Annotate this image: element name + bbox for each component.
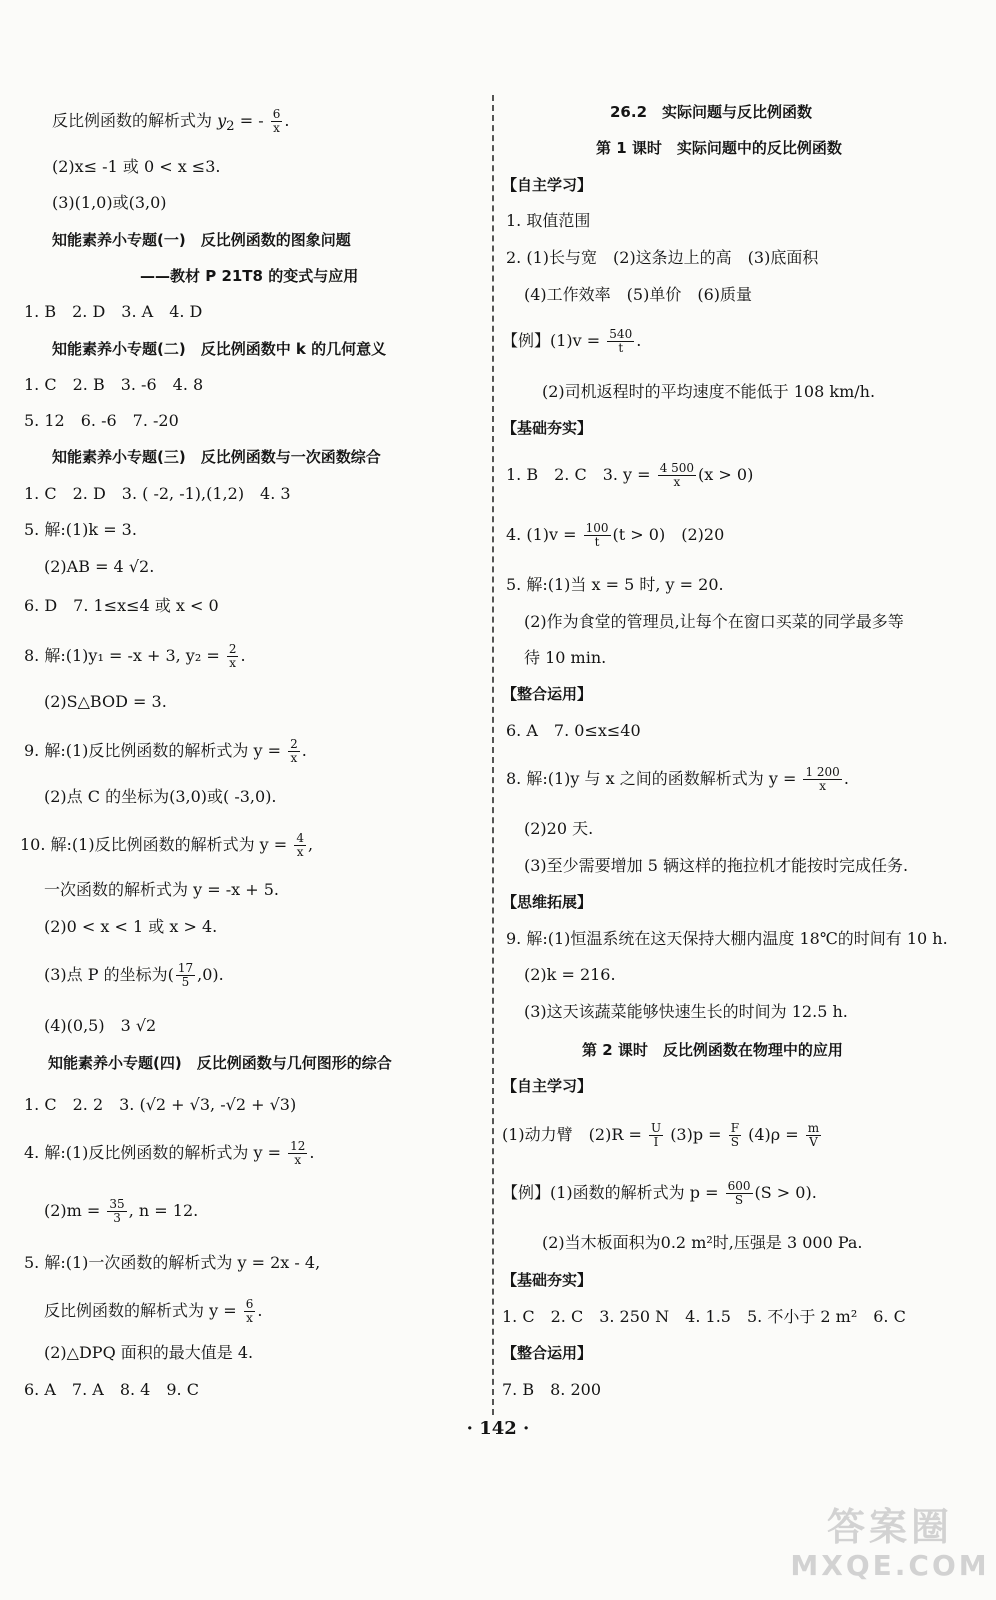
answer-line: 反比例函数的解析式为 $y_2$ = - $\frac{6}{x}$ . bbox=[52, 107, 290, 135]
section-heading: 知能素养小专题(三) 反比例函数与一次函数综合 bbox=[52, 448, 381, 466]
answer-line: (2)当木板面积为0.2 m²时,压强是 3 000 Pa. bbox=[542, 1233, 863, 1252]
answer-line: (2)k = 216. bbox=[524, 965, 616, 984]
answer-line: 【例】(1)函数的解析式为 p = $\frac{600}{S}$ (S > 0). bbox=[502, 1179, 817, 1207]
lesson-title: 第 1 课时 实际问题中的反比例函数 bbox=[596, 139, 842, 157]
answer-line: 5. 解:(1)k = 3. bbox=[24, 520, 137, 539]
fraction: $\frac{2}{x}$ bbox=[228, 642, 237, 670]
section-label: 【基础夯实】 bbox=[502, 419, 593, 437]
answer-line: (3)至少需要增加 5 辆这样的拖拉机才能按时完成任务. bbox=[524, 856, 909, 875]
answer-line: 一次函数的解析式为 y = -x + 5. bbox=[44, 880, 279, 899]
answer-line: 1. B 2. C 3. y = $\frac{4 500}{x}$ (x > 0) bbox=[506, 461, 754, 489]
answer-line: (2)x≤ -1 或 0 < x ≤3. bbox=[52, 157, 221, 176]
answer-line: (2)20 天. bbox=[524, 819, 594, 838]
section-label: 【整合运用】 bbox=[502, 1344, 593, 1362]
answer-line: 反比例函数的解析式为 y = $\frac{6}{x}$ . bbox=[44, 1297, 263, 1325]
answer-line: 8. 解:(1)y 与 x 之间的函数解析式为 y = $\frac{1 200}{x}$ . bbox=[506, 765, 849, 793]
answer-line: (3)(1,0)或(3,0) bbox=[52, 193, 167, 212]
section-heading: 知能素养小专题(二) 反比例函数中 k 的几何意义 bbox=[52, 340, 387, 358]
fraction: $\frac{2}{x}$ bbox=[290, 737, 298, 765]
answer-line: 1. C 2. D 3. ( -2, -1),(1,2) 4. 3 bbox=[24, 484, 291, 503]
answer-line: (3)这天该蔬菜能够快速生长的时间为 12.5 h. bbox=[524, 1002, 848, 1021]
answer-line: (2)0 < x < 1 或 x > 4. bbox=[44, 917, 218, 936]
fraction: $\frac{100}{t}$ bbox=[585, 521, 609, 549]
section-label: 【自主学习】 bbox=[502, 176, 593, 194]
fraction: $\frac{4}{x}$ bbox=[296, 831, 304, 859]
fraction: $\frac{4 500}{x}$ bbox=[659, 461, 695, 489]
answer-line: 4. (1)v = $\frac{100}{t}$ (t > 0) (2)20 bbox=[506, 521, 725, 549]
watermark-logo bbox=[790, 1505, 990, 1595]
section-label: 【自主学习】 bbox=[502, 1077, 593, 1095]
fraction: $\frac{6}{x}$ bbox=[245, 1297, 254, 1325]
answer-line: 5. 12 6. -6 7. -20 bbox=[24, 411, 179, 430]
answer-line: 1. C 2. B 3. -6 4. 8 bbox=[24, 375, 204, 394]
answer-line: 1. B 2. D 3. A 4. D bbox=[24, 302, 203, 321]
fraction: $\frac{F}{S}$ bbox=[730, 1121, 740, 1149]
lesson-title: 第 2 课时 反比例函数在物理中的应用 bbox=[582, 1041, 843, 1059]
answer-line: 6. D 7. 1≤x≤4 或 x < 0 bbox=[24, 596, 219, 615]
answer-line: 7. B 8. 200 bbox=[502, 1380, 602, 1399]
fraction: $\frac{m}{V}$ bbox=[807, 1121, 820, 1149]
answer-line: (2)作为食堂的管理员,让每个在窗口买菜的同学最多等 bbox=[524, 612, 904, 631]
fraction: $\frac{540}{t}$ bbox=[609, 327, 633, 355]
answer-line: (2)m = $\frac{35}{3}$ , n = 12. bbox=[44, 1197, 199, 1225]
answer-line: 6. A 7. A 8. 4 9. C bbox=[24, 1380, 199, 1399]
watermark-url: MXQE.COM bbox=[790, 1549, 990, 1582]
answer-line: 2. (1)长与宽 (2)这条边上的高 (3)底面积 bbox=[506, 248, 819, 267]
answer-line: 1. C 2. 2 3. (√2 + √3, -√2 + √3) bbox=[24, 1095, 297, 1114]
fraction: $\frac{U}{I}$ bbox=[650, 1121, 662, 1149]
answer-line: 10. 解:(1)反比例函数的解析式为 y = $\frac{4}{x}$ , bbox=[20, 831, 314, 859]
answer-line: 待 10 min. bbox=[524, 648, 607, 667]
section-subheading: ——教材 P 21T8 的变式与应用 bbox=[140, 267, 359, 285]
fraction: $\frac{35}{3}$ bbox=[109, 1197, 125, 1225]
answer-line: 9. 解:(1)恒温系统在这天保持大棚内温度 18℃的时间有 10 h. bbox=[506, 929, 948, 948]
fraction: $\frac{600}{S}$ bbox=[727, 1179, 751, 1207]
answer-line: (2)司机返程时的平均速度不能低于 108 km/h. bbox=[542, 382, 876, 401]
watermark-text: 答案圈 bbox=[826, 1505, 953, 1549]
answer-line: 5. 解:(1)当 x = 5 时, y = 20. bbox=[506, 575, 724, 594]
page-number: · 142 · bbox=[466, 1418, 530, 1439]
answer-line: 1. 取值范围 bbox=[506, 211, 591, 230]
answer-line: 8. 解:(1)y₁ = -x + 3, y₂ = $\frac{2}{x}$ . bbox=[24, 642, 246, 670]
answer-line: (2)AB = 4 √2. bbox=[44, 557, 155, 576]
answer-line: (2)S△BOD = 3. bbox=[44, 692, 167, 711]
answer-line: (4)(0,5) 3 √2 bbox=[44, 1016, 157, 1035]
fraction: $\frac{17}{5}$ bbox=[177, 961, 194, 989]
answer-line: 1. C 2. C 3. 250 N 4. 1.5 5. 不小于 2 m² 6. C bbox=[502, 1307, 906, 1326]
answer-line: 9. 解:(1)反比例函数的解析式为 y = $\frac{2}{x}$ . bbox=[24, 737, 307, 765]
answer-line: (2)△DPQ 面积的最大值是 4. bbox=[44, 1343, 254, 1362]
fraction: $\frac{1 200}{x}$ bbox=[805, 765, 840, 793]
answer-line: 【例】(1)v = $\frac{540}{t}$ . bbox=[502, 327, 642, 355]
fraction: $\frac{6}{x}$ bbox=[272, 107, 281, 135]
section-label: 【思维拓展】 bbox=[502, 893, 593, 911]
answer-line: (3)点 P 的坐标为( $\frac{17}{5}$ ,0). bbox=[44, 961, 224, 989]
answer-line: (4)工作效率 (5)单价 (6)质量 bbox=[524, 285, 752, 304]
answer-line: (1)动力臂 (2)R = $\frac{U}{I}$ (3)p = $\frac{F}{S}$ (4)ρ = $\frac{m}{V}$ bbox=[502, 1121, 820, 1149]
section-title: 26.2 实际问题与反比例函数 bbox=[610, 103, 813, 121]
section-heading: 知能素养小专题(四) 反比例函数与几何图形的综合 bbox=[48, 1054, 392, 1072]
answer-line: 4. 解:(1)反比例函数的解析式为 y = $\frac{12}{x}$ . bbox=[24, 1139, 315, 1167]
section-heading: 知能素养小专题(一) 反比例函数的图象问题 bbox=[52, 231, 351, 249]
section-label: 【整合运用】 bbox=[502, 685, 593, 703]
section-label: 【基础夯实】 bbox=[502, 1271, 593, 1289]
answer-line: 6. A 7. 0≤x≤40 bbox=[506, 721, 641, 740]
answer-line: 5. 解:(1)一次函数的解析式为 y = 2x - 4, bbox=[24, 1253, 321, 1272]
fraction: $\frac{12}{x}$ bbox=[290, 1139, 306, 1167]
answer-line: (2)点 C 的坐标为(3,0)或( -3,0). bbox=[44, 787, 277, 806]
column-divider bbox=[492, 95, 494, 1415]
